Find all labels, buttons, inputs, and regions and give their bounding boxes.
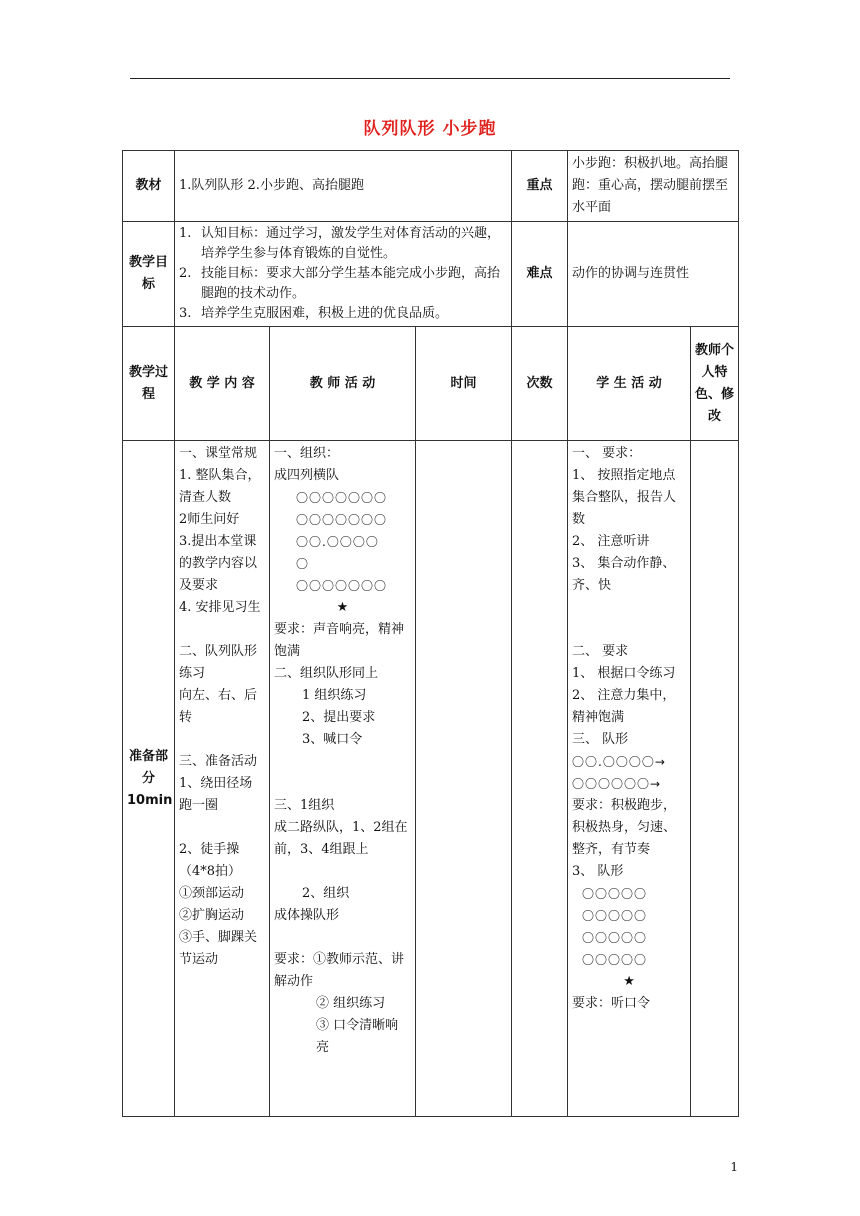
difficulty-text: 动作的协调与连贯性 xyxy=(568,222,739,327)
content-line: 2师生问好 xyxy=(179,512,240,527)
content-line: 1、绕田径场跑一圈 xyxy=(179,776,253,813)
goals-list xyxy=(175,222,512,327)
row-goals xyxy=(123,222,739,327)
teacher-line: 要求：①教师示范、讲解动作 xyxy=(274,952,405,989)
student-line: 一、 要求： xyxy=(572,446,642,461)
teacher-line: ③ 口令清晰响亮 xyxy=(316,1018,399,1055)
teacher-line: 要求：声音响亮，精神饱满 xyxy=(274,622,405,659)
material-content: 1.队列队形 2.小步跑、高抬腿跑 xyxy=(175,151,512,222)
student-line: ★ xyxy=(623,974,635,989)
content-line: ③手、脚踝关节运动 xyxy=(179,930,258,967)
page-number: 1 xyxy=(730,1160,738,1174)
student-line: 〇〇.〇〇〇〇→ xyxy=(572,755,666,769)
goal-number: 3. xyxy=(179,306,192,321)
teacher-line xyxy=(274,751,411,773)
student-line: 〇〇〇〇〇 xyxy=(582,953,648,967)
lesson-plan-table xyxy=(122,150,739,1117)
teacher-line: 〇〇.〇〇〇〇 xyxy=(296,535,379,549)
header-process: 教学过程 xyxy=(123,327,175,441)
goal-item xyxy=(179,224,507,264)
content-line: 4. 安排见习生 xyxy=(179,600,261,615)
difficulty-label: 难点 xyxy=(512,222,568,327)
prep-content xyxy=(175,441,270,1117)
teacher-line: 〇 xyxy=(296,557,310,571)
student-line: 3、 队形 xyxy=(572,864,624,879)
student-line: 〇〇〇〇〇〇→ xyxy=(572,777,662,791)
content-line: 1. 整队集合，清查人数 xyxy=(179,468,261,505)
teacher-line xyxy=(274,773,411,795)
goal-text: 培养学生克服困难，积极上进的优良品质。 xyxy=(201,306,449,321)
key-point-label: 重点 xyxy=(512,151,568,222)
teacher-line: 二、组织队形同上 xyxy=(274,666,379,681)
header-teacher: 教 师 活 动 xyxy=(270,327,416,441)
goal-text: 认知目标：通过学习，激发学生对体育活动的兴趣，培养学生参与体育锻炼的自觉性。 xyxy=(201,226,501,261)
student-line xyxy=(572,597,686,619)
content-line: 2、徒手操（4*8拍） xyxy=(179,842,242,879)
goal-number: 1. xyxy=(179,226,192,241)
content-line xyxy=(179,817,265,839)
student-line: 2、 注意听讲 xyxy=(572,534,650,549)
student-line: 2、 注意力集中，精神饱满 xyxy=(572,688,676,725)
content-line: 二、队列队形练习 xyxy=(179,644,258,681)
student-line: 三、 队形 xyxy=(572,732,629,747)
content-line: 一、课堂常规 xyxy=(179,446,258,461)
header-notes: 教师个人特色、修改 xyxy=(691,327,739,441)
student-line xyxy=(572,619,686,641)
header-time: 时间 xyxy=(416,327,512,441)
row-material xyxy=(123,151,739,222)
content-line xyxy=(179,619,265,641)
prep-count xyxy=(512,441,568,1117)
row-prep xyxy=(123,441,739,1117)
teacher-line: 〇〇〇〇〇〇〇 xyxy=(296,513,388,527)
header-content: 教 学 内 容 xyxy=(175,327,270,441)
header-count: 次数 xyxy=(512,327,568,441)
teacher-line: 2、组织 xyxy=(302,886,350,901)
student-line: 3、 集合动作静、齐、快 xyxy=(572,556,676,593)
prep-teacher xyxy=(270,441,416,1117)
student-line: 〇〇〇〇〇 xyxy=(582,909,648,923)
prep-notes xyxy=(691,441,739,1117)
teacher-line: 成二路纵队，1、2组在前，3、4组跟上 xyxy=(274,820,408,857)
teacher-line: 〇〇〇〇〇〇〇 xyxy=(296,579,388,593)
student-line: 要求：听口令 xyxy=(572,996,651,1011)
teacher-line: 成体操队形 xyxy=(274,908,340,923)
prep-time xyxy=(416,441,512,1117)
student-line: 1、 按照指定地点集合整队，报告人数 xyxy=(572,468,677,527)
teacher-line: 1 组织练习 xyxy=(302,688,367,703)
goal-number: 2. xyxy=(179,266,192,281)
teacher-line: 2、提出要求 xyxy=(302,710,376,725)
student-line: 1、 根据口令练习 xyxy=(572,666,676,681)
teacher-line: ② 组织练习 xyxy=(316,996,386,1011)
teacher-line: 3、喊口令 xyxy=(302,732,363,747)
teacher-line: 〇〇〇〇〇〇〇 xyxy=(296,491,388,505)
content-line: 3.提出本堂课的教学内容以及要求 xyxy=(179,534,258,593)
teacher-line xyxy=(274,861,411,883)
goal-item xyxy=(179,304,507,324)
content-line xyxy=(179,729,265,751)
content-line: ②扩胸运动 xyxy=(179,908,245,923)
prep-label: 准备部分10min xyxy=(123,441,175,1117)
teacher-line: 一、组织： xyxy=(274,446,340,461)
content-line: 向左、右、后转 xyxy=(179,688,258,725)
header-student: 学 生 活 动 xyxy=(568,327,691,441)
student-line: 二、 要求 xyxy=(572,644,629,659)
teacher-line: 三、1组织 xyxy=(274,798,335,813)
student-line: 〇〇〇〇〇 xyxy=(582,931,648,945)
material-label: 教材 xyxy=(123,151,175,222)
page-title: 队列队形 小步跑 xyxy=(363,119,497,139)
header-rule xyxy=(130,78,730,79)
teacher-line xyxy=(274,927,411,949)
goal-item xyxy=(179,264,507,304)
student-line: 〇〇〇〇〇 xyxy=(582,887,648,901)
goals-label: 教学目标 xyxy=(123,222,175,327)
goal-text: 技能目标：要求大部分学生基本能完成小步跑，高抬腿跑的技术动作。 xyxy=(201,266,501,301)
key-point-text: 小步跑：积极扒地。高抬腿跑：重心高，摆动腿前摆至水平面 xyxy=(568,151,739,222)
content-line: ①颈部运动 xyxy=(179,886,245,901)
teacher-line: 成四列横队 xyxy=(274,468,340,483)
teacher-line: ★ xyxy=(336,600,349,615)
row-header xyxy=(123,327,739,441)
student-line: 要求：积极跑步，积极热身，匀速、整齐，有节奏 xyxy=(572,798,677,857)
content-line: 三、准备活动 xyxy=(179,754,258,769)
prep-student xyxy=(568,441,691,1117)
